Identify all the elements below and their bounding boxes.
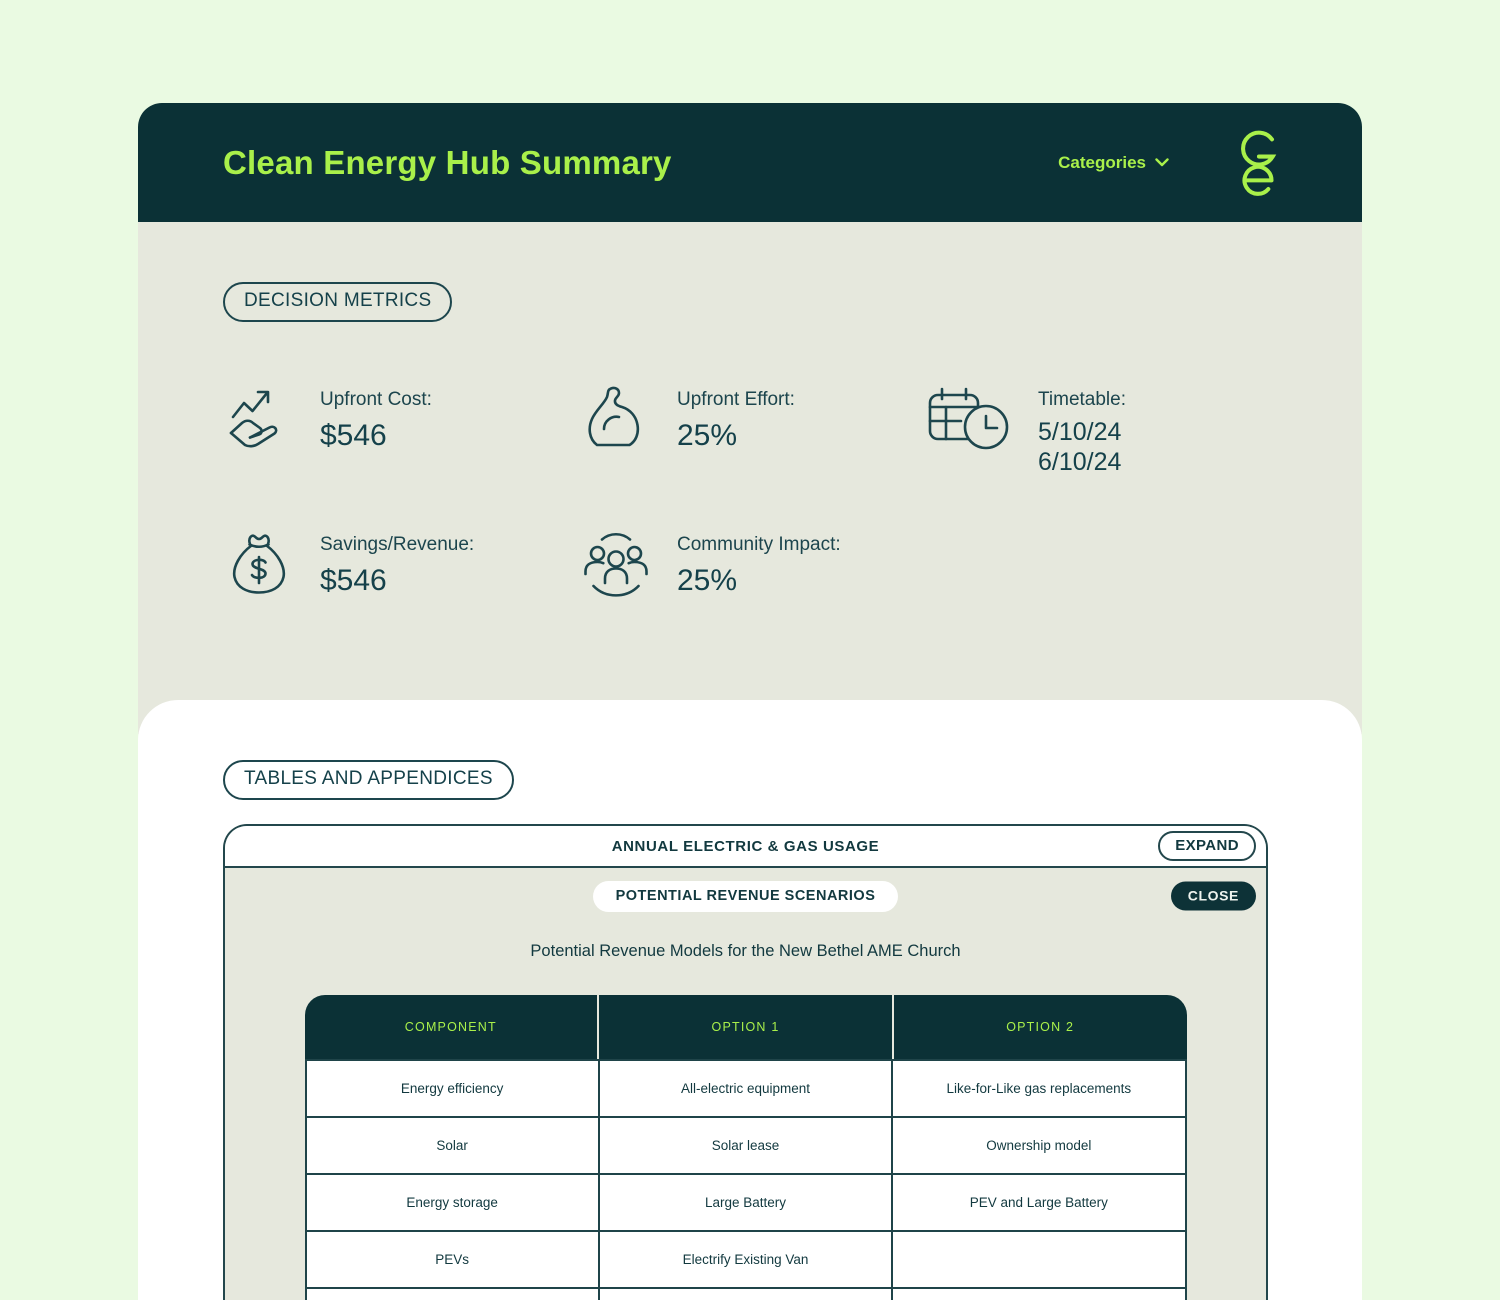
table-cell: Electrify Existing Van xyxy=(600,1232,893,1287)
money-bag-icon xyxy=(223,527,295,599)
metric-label: Upfront Effort: xyxy=(677,389,795,410)
metric-savings-revenue xyxy=(223,527,474,599)
table-row xyxy=(307,1118,1185,1175)
decision-metrics-panel xyxy=(138,222,1362,734)
tables-section-label: TABLES AND APPENDICES xyxy=(223,760,514,800)
metric-label: Community Impact: xyxy=(677,534,841,555)
table-row xyxy=(307,1232,1185,1289)
table-cell: Energy storage xyxy=(307,1175,600,1230)
table-cell: All-electric equipment xyxy=(600,1061,893,1116)
table-header-option2: OPTION 2 xyxy=(1006,1020,1075,1034)
metric-value: 25% xyxy=(677,564,738,597)
tables-panel xyxy=(138,700,1362,1300)
header-right xyxy=(1058,103,1285,222)
table-cell: Ownership model xyxy=(986,1138,1092,1153)
people-icon xyxy=(580,527,652,599)
metric-upfront-effort xyxy=(580,382,795,454)
table-cell xyxy=(893,1232,1184,1287)
metric-value: $546 xyxy=(320,564,387,597)
bicep-icon xyxy=(580,382,652,454)
metric-label: Timetable: xyxy=(1038,389,1126,410)
table-cell: Energy efficiency xyxy=(307,1061,600,1116)
table-cell: PEVs xyxy=(307,1232,600,1287)
revenue-scenarios-header xyxy=(225,880,1266,912)
metric-label: Savings/Revenue: xyxy=(320,534,475,555)
calendar-clock-icon xyxy=(925,382,1013,454)
table-row xyxy=(307,1289,1185,1300)
table-cell xyxy=(600,1289,893,1300)
table-cell: PEV and Large Battery xyxy=(969,1195,1108,1210)
annual-usage-header xyxy=(225,826,1266,868)
table-cell: Solar xyxy=(307,1118,600,1173)
app-header xyxy=(138,103,1362,222)
categories-dropdown[interactable] xyxy=(1058,153,1169,173)
tables-card xyxy=(223,824,1268,1300)
table-cell: Large Battery xyxy=(600,1175,893,1230)
close-button[interactable]: CLOSE xyxy=(1171,882,1256,911)
table-row xyxy=(307,1061,1185,1118)
table-cell: Solar lease xyxy=(600,1118,893,1173)
brand-logo-icon xyxy=(1231,125,1285,201)
revenue-table xyxy=(305,995,1187,1300)
table-header-component: COMPONENT xyxy=(305,995,600,1059)
metric-value-line1: 5/10/24 xyxy=(1038,418,1122,446)
metric-value-line2: 6/10/24 xyxy=(1038,448,1122,476)
revenue-scenarios-card xyxy=(225,868,1266,1300)
revenue-scenarios-title: POTENTIAL REVENUE SCENARIOS xyxy=(593,881,899,912)
table-header-row xyxy=(305,995,1187,1059)
decision-metrics-section-label: DECISION METRICS xyxy=(223,282,452,322)
hand-growth-icon xyxy=(223,382,295,454)
metric-timetable xyxy=(925,382,1126,477)
metric-label: Upfront Cost: xyxy=(320,389,432,410)
main-card xyxy=(138,103,1362,1300)
table-cell: Like-for-Like gas replacements xyxy=(946,1081,1132,1096)
metric-value: 25% xyxy=(677,419,738,452)
table-subtitle: Potential Revenue Models for the New Bethel AME Church xyxy=(530,942,961,960)
expand-button[interactable]: EXPAND xyxy=(1158,831,1256,861)
metric-value: $546 xyxy=(320,419,387,452)
table-cell xyxy=(307,1289,600,1300)
metric-upfront-cost xyxy=(223,382,432,454)
table-row xyxy=(307,1175,1185,1232)
chevron-down-icon xyxy=(1155,158,1169,167)
metric-community-impact xyxy=(580,527,841,599)
table-cell xyxy=(893,1289,1184,1300)
page-title: Clean Energy Hub Summary xyxy=(223,143,672,181)
annual-usage-title: ANNUAL ELECTRIC & GAS USAGE xyxy=(611,837,880,855)
categories-label: Categories xyxy=(1058,152,1146,172)
table-body xyxy=(305,1059,1187,1300)
table-header-option1: OPTION 1 xyxy=(599,995,894,1059)
